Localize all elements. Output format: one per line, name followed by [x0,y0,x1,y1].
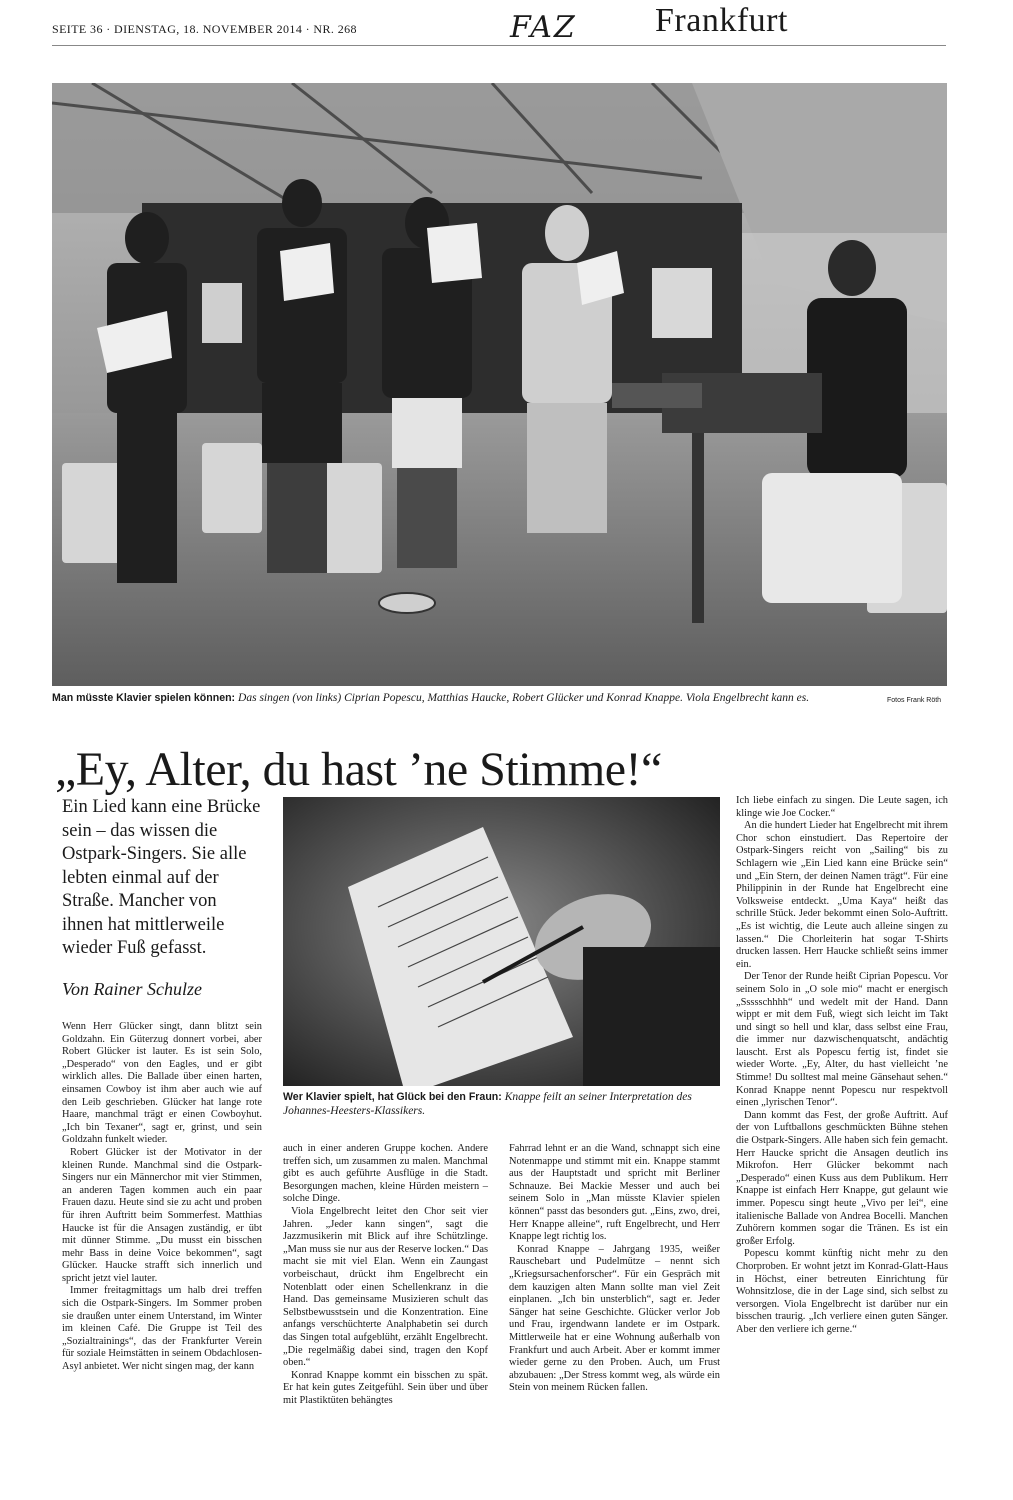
paragraph: Konrad Knappe kommt ein bisschen zu spät. Er hat kein gutes Zeitgefühl. Sein über und über mit Plastiktüten behängtes [283,1369,488,1406]
main-caption-text: Das singen (von links) Ciprian Popescu, Matthias Haucke, Robert Glücker und Konrad Knappe. Viola Engelbrecht kann es. [238,692,810,704]
paragraph: Dann kommt das Fest, der große Auftritt. Auf der von Luftballons geschmückten Bühne stehen die Ostpark-Singers. Alle haben sich fein gemacht. Herr Haucke spricht die Ansagen deutlich ins Mikrofon. Herr Glücker bekommt nach „Desperado“ einen Kuss aus dem Publikum. Herr Knappe ist einfach Herr Knappe, gut gelaunt wie immer. Popescu singt heute „Vivo per lei“, eine italienische Ballade von Andrea Bocelli. Manchen Zuhörern kommen sogar die Tränen. Es ist ein großer Erfolg. [736,1109,948,1247]
column-4 [736,795,948,1337]
paragraph: Immer freitagmittags um halb drei treffen sich die Ostpark-Singers. Im Sommer proben sie draußen unter einem Unterstand, im Winter im kleinen Café. Die Gruppe ist Teil des „Sozialtrainings“, das der Frankfurter Verein für soziale Heimstätten in seinem Obdachlosen-Asyl anbietet. Wer nicht singen mag, der kann [62,1285,262,1373]
paragraph: An die hundert Lieder hat Engelbrecht mit ihrem Chor schon einstudiert. Das Repertoire der Ostpark-Singers reicht von „Sailing“ bis zu Schlagern wie „Ein Lied kann eine Brücke sein“ und „Ein Stern, der deinen Namen trägt“. Für eine Philippinin in der Runde hat Engelbrecht eine Volksweise entdeckt. „Uma Kaya“ heißt das schrille Stück. Jeder bekommt einen Solo-Auftritt. „Es ist wichtig, die Leute auch alleine singen zu lassen.“ Die Chorleiterin hat sogar T-Shirts drucken lassen. Herr Haucke schließt seins immer ein. [736,820,948,970]
masthead-rule [52,45,946,46]
paragraph: Robert Glücker ist der Motivator in der kleinen Runde. Manchmal sind die Ostpark-Singers nur ein Männerchor mit vier Stimmen, an anderen Tagen kommen auch ein paar Frauen dazu. Heute sind sie zu acht und proben für ihren Auftritt beim Sommerfest. Matthias Haucke ist für die Ansagen zuständig, er übt mit dünner Stimme. „Du musst ein bisschen mehr Bass in deine Voice bekommen“, sagt Glücker. Haucke strafft sich innerlich und spricht jetzt viel lauter. [62,1146,262,1284]
column-3 [509,1143,720,1395]
column-1 [62,1021,262,1374]
second-photo-caption [283,1090,720,1118]
photo-credit: Fotos Frank Röth [887,697,942,704]
paragraph: Fahrrad lehnt er an die Wand, schnappt sich eine Notenmappe und stimmt mit ein. Knappe stammt aus der Hauptstadt und spricht mit Berliner Schnauze. Bei Mackie Messer und auch bei seinem Solo in „Man müsste Klavier spielen können“ passt das besonders gut. „Eins, zwo, drei, Herr Knappe alleine“, ruft Engelbrecht, und Herr Knappe legt richtig los. [509,1143,720,1243]
paragraph: auch in einer anderen Gruppe kochen. Andere treffen sich, um zusammen zu malen. Manchmal gibt es auch geführte Ausflüge in die Stadt. Besorgungen machen, kleine Hürden meistern – solche Dinge. [283,1143,488,1205]
main-photo-image [52,83,947,686]
column-2 [283,1143,488,1407]
paragraph: Wenn Herr Glücker singt, dann blitzt sein Goldzahn. Ein Güterzug donnert vorbei, aber Robert Glücker ist lauter. Es ist sein Solo, „Desperado“ von den Eagles, und er gibt wirklich alles. Die Ballade über einen harten, einsamen Cowboy ist ihm aber auch wie auf den Leib geschrieben. Glücker hat lange rote Haare, manchmal trägt er einen Cowboyhut. „Ich bin Texaner“, sagt er, grinst, und sein Goldzahn funkelt wieder. [62,1021,262,1146]
second-caption-lead: Wer Klavier spielt, hat Glück bei den Fraun: [283,1091,502,1103]
main-photo [52,83,947,686]
article-headline: „Ey, Alter, du hast ’ne Stimme!“ [55,743,662,796]
main-caption-lead: Man müsste Klavier spielen können: [52,692,236,704]
paragraph: Konrad Knappe – Jahrgang 1935, weißer Rauschebart und Pudelmütze – nennt sich „Kriegsursachenforscher“. Für ein Gespräch mit dem kauzigen alten Mann sollte man viel Zeit einplanen. „Ich bin unsterblich“, sagt er. Jeder Sänger hat seine Geschichte. Glücker verlor Job und Frau, irgendwann landete er im Ostpark. Mittlerweile hat er eine Wohnung außerhalb von Frankfurt und auch Arbeit. Aber er kommt immer wieder gerne zu den Proben. Auch, um Frust abzubauen: „Der Stress kommt weg, als würde ein Stein von meinem Rücken fallen. [509,1243,720,1394]
page-line: SEITE 36 · DIENSTAG, 18. NOVEMBER 2014 · NR. 268 [52,22,357,36]
paragraph: Ich liebe einfach zu singen. Die Leute sagen, ich klinge wie Joe Cocker.“ [736,795,948,819]
main-photo-caption [52,691,892,705]
second-photo [283,797,720,1086]
paragraph: Viola Engelbrecht leitet den Chor seit vier Jahren. „Jeder kann singen“, sagt die Jazzmusikerin mit Blick auf ihre Schützlinge. „Man muss sie nur aus der Reserve locken.“ Das macht sie mit viel Elan. Wenn ein Zaungast vorbeischaut, drückt ihm Engelbrecht ein Notenblatt oder einen Schellenkranz in die Hand. Das gemeinsame Musizieren schult das Selbstbewusstsein und die Konzentration. Eine anfangs verschüchterte Analphabetin sei durch das Singen total aufgeblüht, erzählt Engelbrecht. „Die regelmäßig dabei sind, tragen den Kopf oben.“ [283,1205,488,1369]
article-teaser: Ein Lied kann eine Brücke sein – das wissen die Ostpark-Singers. Sie alle lebten einmal auf der Straße. Mancher von ihnen hat mittlerweile wieder Fuß gefasst. [62,797,261,958]
second-photo-image [283,797,720,1086]
section-title: Frankfurt [655,2,788,39]
paragraph: Der Tenor der Runde heißt Ciprian Popescu. Vor seinem Solo in „O sole mio“ macht er energisch „Ssssschhhh“ und wedelt mit der Hand. Dann wippt er mit dem Fuß, wiegt sich leicht im Takt und singt so hell und klar, dass selbst eine Frau, die immer nur dazwischenquatscht, andächtig lauscht. Erst als Popescu fertig ist, findet sie wieder Worte. „Ey, Alter, du hast vielleicht ’ne Stimme! Du solltest mal meine Gänsehaut sehen.“ Konrad Knappe nennt Popescu nur respektvoll einen „lyrischen Tenor“. [736,971,948,1109]
second-caption-text: Knappe feilt an seiner Interpretation des Johannes-Heesters-Klassikers. [283,1091,692,1117]
paragraph: Popescu kommt künftig nicht mehr zu den Chorproben. Er wohnt jetzt im Konrad-Glatt-Haus in Höchst, einer betreuten Einrichtung für Wohnsitzlose, die in der Lage sind, sich selbst zu versorgen. Viola Engelbrecht ist darüber nur ein bisschen traurig. „Ich verliere einen guten Sänger. Aber den verliere ich gerne.“ [736,1248,948,1335]
handwritten-note: FAZ [510,10,577,45]
article-byline: Von Rainer Schulze [62,979,202,999]
